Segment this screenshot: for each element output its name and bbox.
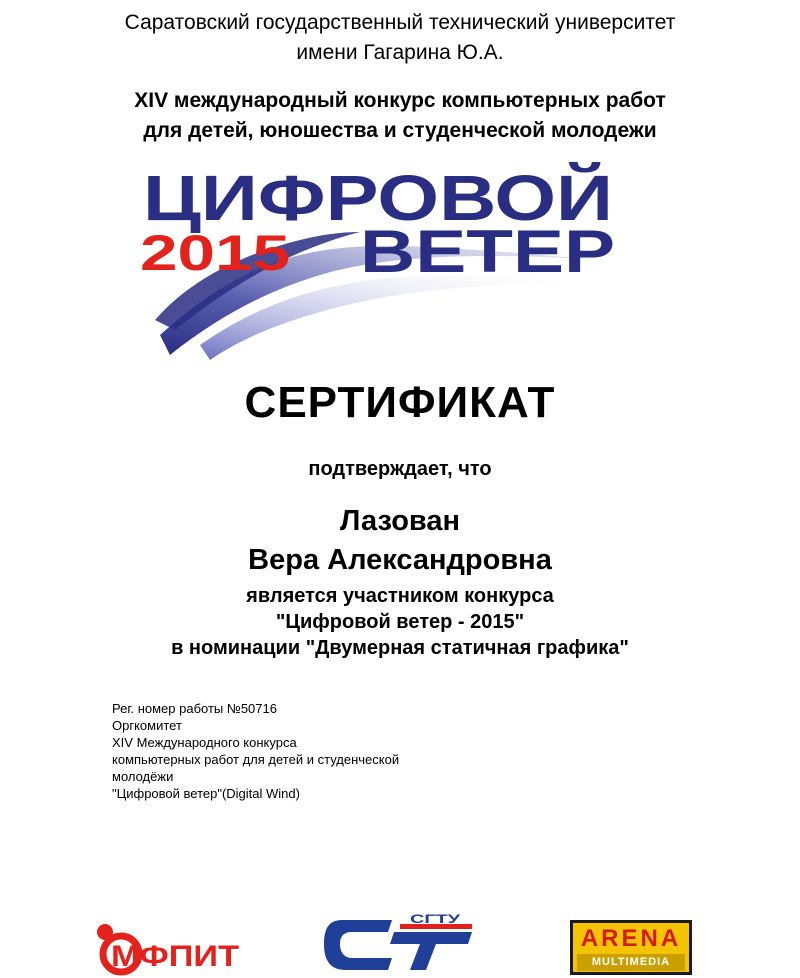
orgcommittee-youth-line: молодёжи: [112, 769, 174, 784]
orgcommittee-wind-line: "Цифровой ветер"(Digital Wind): [112, 786, 300, 801]
participation-statement: [0, 583, 800, 661]
sgtu-c-shape: [324, 920, 392, 970]
contest-line-1: XIV международный конкурс компьютерных работ: [134, 89, 666, 112]
reg-number: Рег. номер работы №50716: [112, 701, 277, 716]
sgtu-t-shape: [390, 932, 472, 970]
arena-sub: MULTIMEDIA: [577, 954, 685, 971]
contest-title: [0, 86, 800, 146]
university-line-1: Саратовский государственный технический университет: [124, 11, 676, 34]
arena-word: ARENA: [580, 925, 682, 952]
nomination: в номинации "Двумерная статичная графика": [171, 637, 629, 659]
university-line-2: имени Гагарина Ю.А.: [296, 41, 504, 64]
orgcommittee-contest-line: XIV Международного конкурса: [112, 735, 297, 750]
arena-multimedia-logo: [570, 920, 692, 975]
participant-surname: Лазован: [339, 505, 461, 537]
logo-word-2: ВЕТЕР: [360, 218, 615, 285]
university-name: [0, 8, 800, 68]
logo-word-1: ЦИФРОВОЙ: [143, 162, 523, 234]
participant-given-names: Вера Александровна: [248, 544, 552, 576]
mfpit-text: МФПИТ: [111, 940, 239, 973]
contest-name: "Цифровой ветер - 2015": [275, 611, 525, 633]
registration-block: [112, 700, 399, 802]
logo-year: 2015: [140, 225, 290, 281]
orgcommittee-works-line: компьютерных работ для детей и студенческой: [112, 752, 400, 767]
mfpit-logo: [93, 916, 243, 976]
digital-wind-logo: [130, 160, 630, 370]
contest-line-2: для детей, юношества и студенческой молодежи: [143, 119, 657, 142]
certificate-title: СЕРТИФИКАТ: [244, 378, 556, 427]
sgtu-text: СГТУ: [410, 912, 461, 926]
confirms-text: подтверждает, что: [308, 458, 492, 480]
sgtu-logo: [322, 912, 482, 976]
orgcommittee-line: Оргкомитет: [112, 718, 182, 733]
participant-line: является участником конкурса: [246, 585, 554, 607]
